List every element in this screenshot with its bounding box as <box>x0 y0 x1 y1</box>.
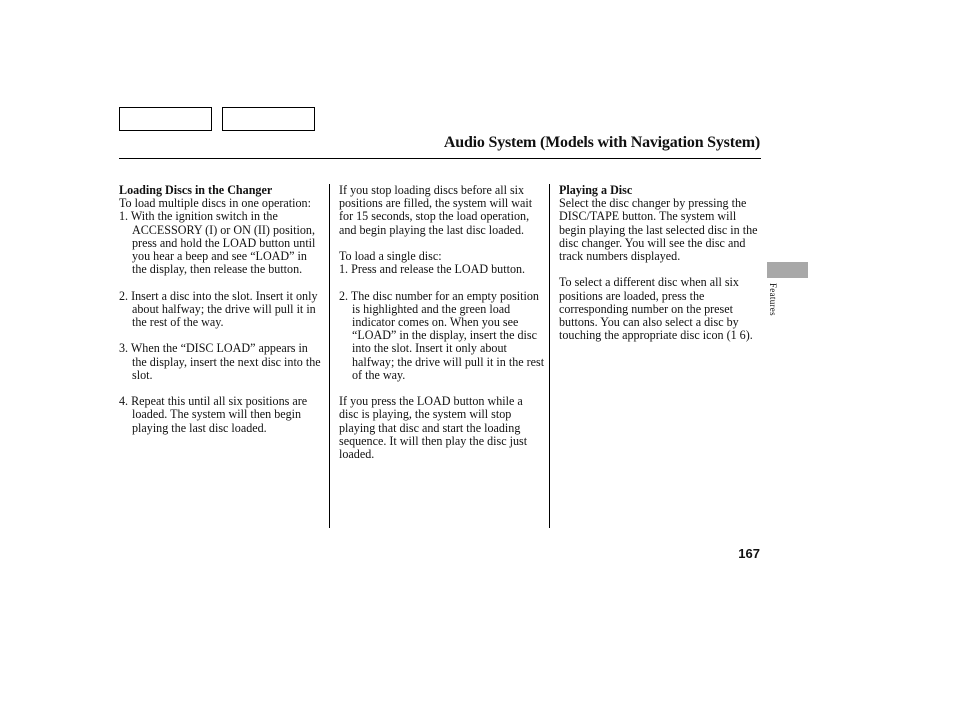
page-title: Audio System (Models with Navigation System) <box>443 134 760 151</box>
side-section-label: Features <box>768 283 778 316</box>
list-item: 3. When the “DISC LOAD” appears in the display, insert the next disc into the slot. <box>119 341 321 382</box>
column-loading-discs <box>119 184 323 435</box>
column-single-disc <box>339 184 545 461</box>
page-number: 167 <box>738 546 760 561</box>
list-item: 1. With the ignition switch in the ACCESSORY (I) or ON (II) position, press and hold the LOAD button until you hear a beep and see “LOAD” in the display, then release the button. <box>119 209 316 277</box>
list-item: 1. Press and release the LOAD button. <box>339 262 526 277</box>
loading-intro: To load multiple discs in one operation: <box>119 196 311 211</box>
stop-loading-paragraph: If you stop loading discs before all six positions are filled, the system will wait for 15 seconds, stop the load operation, and begin playing the last disc loaded. <box>339 183 533 237</box>
list-item: 4. Repeat this until all six positions are loaded. The system will then begin playing the last disc loaded. <box>119 394 308 435</box>
nav-box-index[interactable] <box>222 107 315 131</box>
list-item: 2. The disc number for an empty position is highlighted and the green load indicator comes on. When you see “LOAD” in the display, insert the disc into the slot. Insert it only about halfway; the drive will pull it in the rest of the way. <box>339 288 545 382</box>
column-divider-2 <box>549 184 550 528</box>
single-disc-intro: To load a single disc: <box>339 249 442 263</box>
single-disc-steps <box>339 263 545 382</box>
nav-box-main-menu[interactable] <box>119 107 212 131</box>
list-item: 2. Insert a disc into the slot. Insert it only about halfway; the drive will pull it in the rest of the way. <box>119 288 318 330</box>
select-disc-paragraph: To select a different disc when all six positions are loaded, press the corresponding number on the preset buttons. You can also select a disc by touching the appropriate disc icon (1 6). <box>559 275 753 343</box>
column-divider-1 <box>329 184 330 528</box>
loading-steps <box>119 210 323 434</box>
section-heading-playing: Playing a Disc <box>559 183 633 197</box>
select-changer-paragraph: Select the disc changer by pressing the DISC/TAPE button. The system will begin playing the last selected disc in the disc changer. You will see the disc and track numbers displayed. <box>559 196 758 264</box>
section-tab-marker <box>767 262 808 278</box>
column-playing-disc <box>559 184 763 342</box>
title-rule <box>119 158 761 159</box>
load-while-playing-paragraph: If you press the LOAD button while a disc is playing, the system will stop playing that disc and start the loading sequence. It will then play the disc just loaded. <box>339 394 528 462</box>
section-heading-loading: Loading Discs in the Changer <box>119 183 273 197</box>
